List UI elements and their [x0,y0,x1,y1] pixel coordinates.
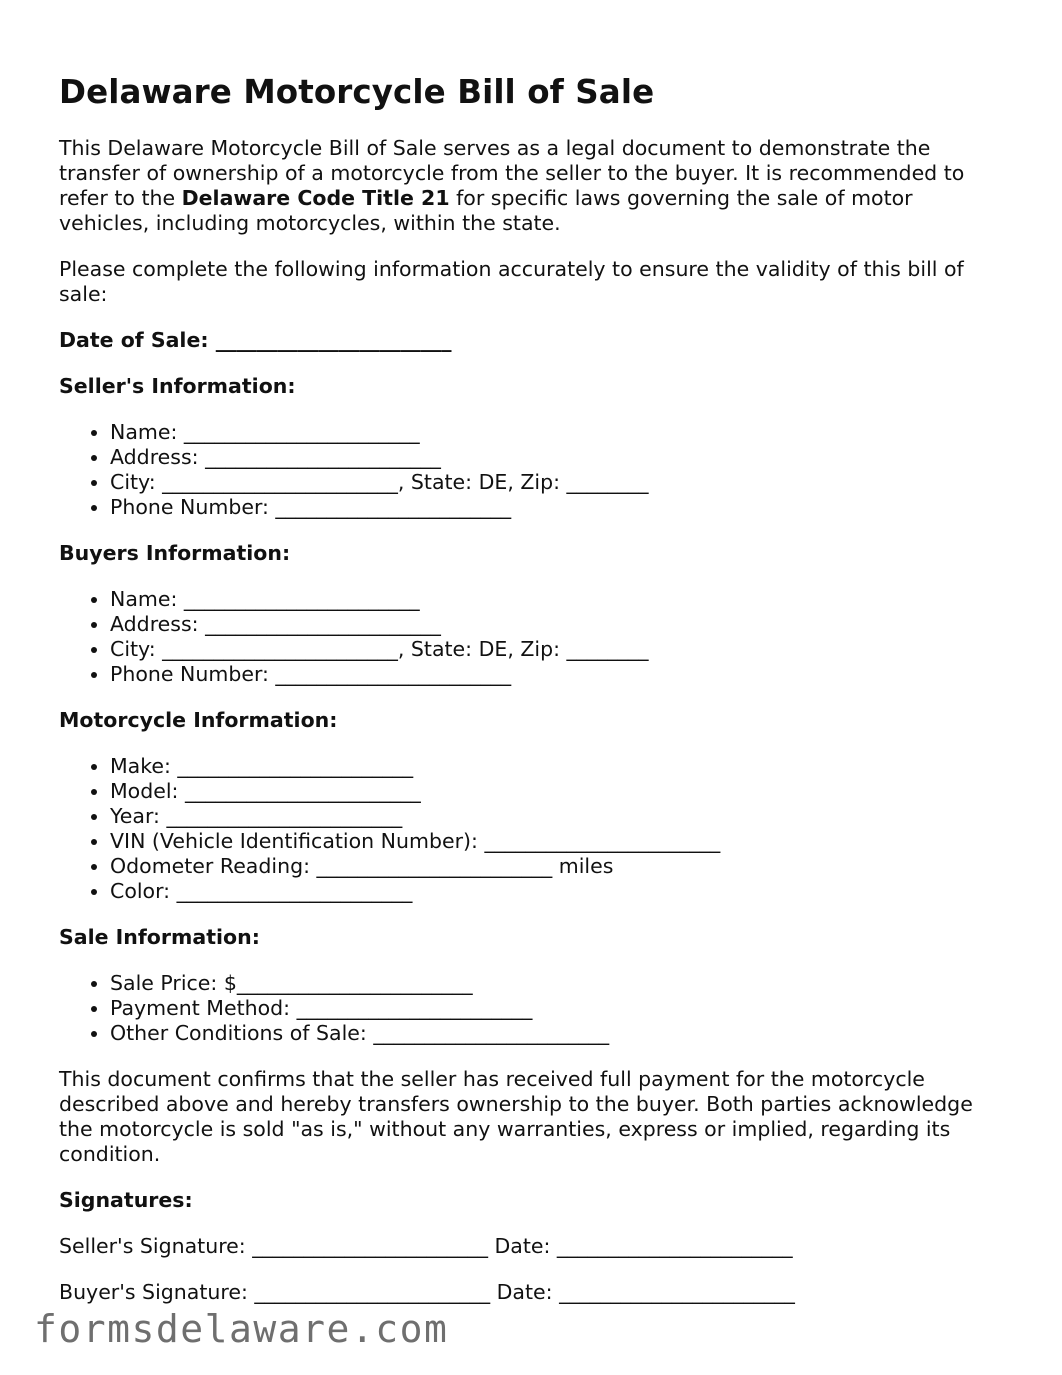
intro-text-end: for specific laws governing the sale of motor vehicles, including motorcycles, within the state. [59,186,913,235]
seller-info-heading: Seller's Information: [59,374,296,398]
seller-info-list [59,420,999,520]
buyer-phone-field: • Phone Number: _______________________ [110,662,999,687]
buyer-city-field: • City: _______________________, State: DE, Zip: ________ [110,637,999,662]
date-of-sale-line [59,328,999,353]
date-of-sale-label: Date of Sale: [59,328,209,352]
buyer-signature-line: Buyer's Signature: _______________________ Date: _______________________ [59,1280,795,1304]
intro-text-start: This Delaware Motorcycle Bill of Sale serves as a legal document to demonstrate the transfer of ownership of a motorcycle from the seller to the buyer. It is recommended to refer to the [59,136,965,210]
buyer-info-heading: Buyers Information: [59,541,291,565]
seller-phone-field: • Phone Number: _______________________ [110,495,999,520]
delaware-code-reference: Delaware Code Title 21 [181,186,450,210]
intro-paragraph [59,136,999,236]
sale-price-field: • Sale Price: $_______________________ [110,971,999,996]
confirmation-paragraph: This document confirms that the seller has received full payment for the motorcycle described above and hereby transfers ownership to the buyer. Both parties acknowledge the motorcycle is sold "as is," without any warranties, express or implied, regarding its condition. [59,1067,973,1166]
sale-info-list [59,971,999,1046]
motorcycle-info-heading: Motorcycle Information: [59,708,338,732]
page-title: Delaware Motorcycle Bill of Sale [59,73,655,111]
seller-signature-line: Seller's Signature: _______________________ Date: _______________________ [59,1234,793,1258]
other-conditions-field: • Other Conditions of Sale: _______________________ [110,1021,999,1046]
motorcycle-odometer-field: • Odometer Reading: _______________________ miles [110,854,999,879]
motorcycle-year-field: • Year: _______________________ [110,804,999,829]
seller-address-field: • Address: _______________________ [110,445,999,470]
instructions-paragraph: Please complete the following information accurately to ensure the validity of this bill of sale: [59,257,964,306]
motorcycle-model-field: • Model: _______________________ [110,779,999,804]
motorcycle-vin-field: • VIN (Vehicle Identification Number): _______________________ [110,829,999,854]
motorcycle-info-list [59,754,999,904]
buyer-info-list [59,587,999,687]
seller-city-field: • City: _______________________, State: DE, Zip: ________ [110,470,999,495]
sale-info-heading: Sale Information: [59,925,260,949]
site-watermark: formsdelaware.com [34,1307,449,1351]
signatures-heading: Signatures: [59,1188,193,1212]
seller-name-field: • Name: _______________________ [110,420,999,445]
motorcycle-make-field: • Make: _______________________ [110,754,999,779]
buyer-name-field: • Name: _______________________ [110,587,999,612]
bill-of-sale-document [59,72,999,1305]
date-of-sale-blank: _______________________ [215,328,452,352]
motorcycle-color-field: • Color: _______________________ [110,879,999,904]
payment-method-field: • Payment Method: _______________________ [110,996,999,1021]
buyer-address-field: • Address: _______________________ [110,612,999,637]
